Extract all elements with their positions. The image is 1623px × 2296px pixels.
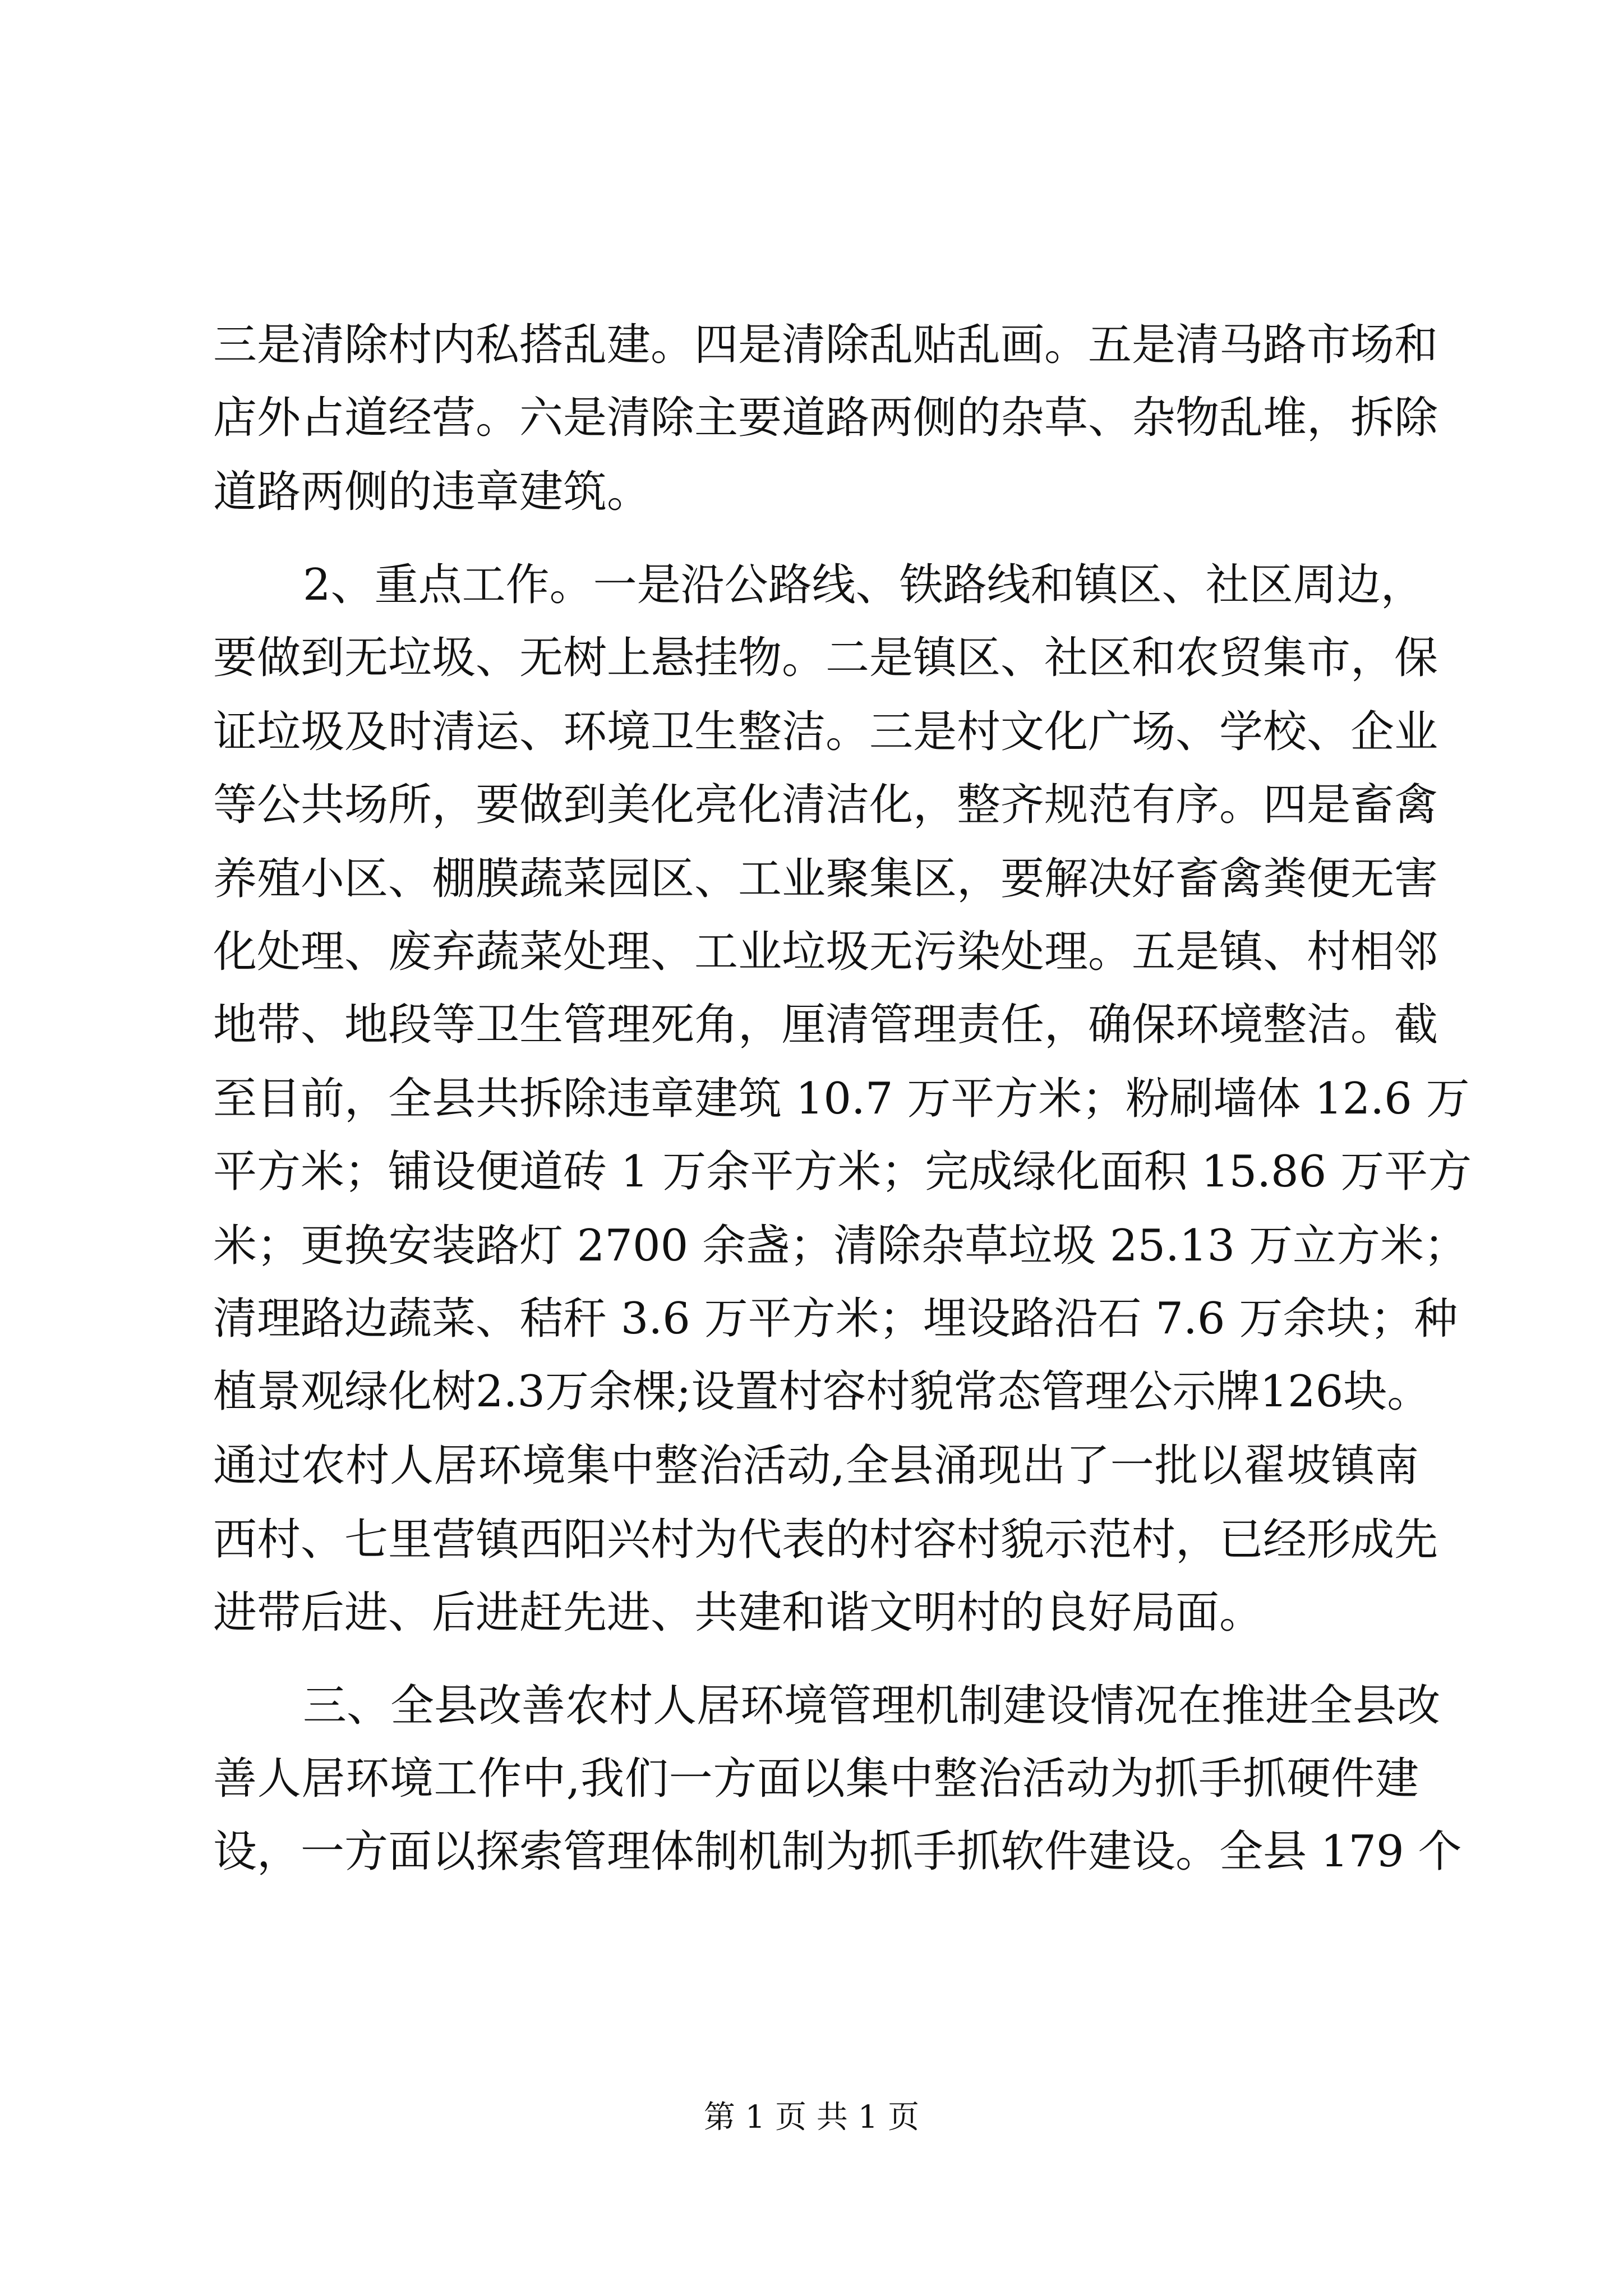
text-line-8: 养殖小区、棚膜蔬菜园区、工业聚集区，要解决好畜禽粪便无害 [213,854,1438,904]
text-line-1: 三是清除村内私搭乱建。四是清除乱贴乱画。五是清马路市场和 [213,320,1438,370]
text-line-3: 道路两侧的违章建筑。 [213,467,651,517]
text-line-21: 设，一方面以探索管理体制机制为抓手抓软件建设。全县 179 个 [213,1826,1462,1877]
text-line-13: 米；更换安装路灯 2700 余盏；清除杂草垃圾 25.13 万立方米； [213,1221,1468,1271]
text-line-5: 要做到无垃圾、无树上悬挂物。二是镇区、社区和农贸集市，保 [213,633,1438,683]
text-line-12: 平方米；铺设便道砖 1 万余平方米；完成绿化面积 15.86 万平方 [213,1147,1472,1197]
text-line-18: 进带后进、后进赶先进、共建和谐文明村的良好局面。 [213,1588,1264,1638]
page-number-footer: 第 1 页 共 1 页 [703,2099,920,2136]
text-line-2: 店外占道经营。六是清除主要道路两侧的杂草、杂物乱堆，拆除 [213,393,1438,443]
text-line-14: 清理路边蔬菜、秸秆 3.6 万平方米；埋设路沿石 7.6 万余块；种 [213,1294,1458,1344]
text-line-6: 证垃圾及时清运、环境卫生整洁。三是村文化广场、学校、企业 [213,707,1438,757]
text-line-16: 通过农村人居环境集中整治活动,全县涌现出了一批以翟坡镇南 [213,1441,1419,1491]
text-line-9: 化处理、废弃蔬菜处理、工业垃圾无污染处理。五是镇、村相邻 [213,927,1438,977]
text-line-4: 2、重点工作。一是沿公路线、铁路线和镇区、社区周边， [303,560,1424,610]
text-line-17: 西村、七里营镇西阳兴村为代表的村容村貌示范村，已经形成先 [213,1515,1438,1565]
text-line-10: 地带、地段等卫生管理死角，厘清管理责任，确保环境整洁。截 [213,1000,1438,1050]
text-line-20: 善人居环境工作中,我们一方面以集中整治活动为抓手抓硬件建 [213,1754,1419,1804]
text-line-19: 三、全县改善农村人居环境管理机制建设情况在推进全县改 [303,1681,1441,1731]
text-line-7: 等公共场所，要做到美化亮化清洁化，整齐规范有序。四是畜禽 [213,780,1438,830]
text-line-15: 植景观绿化树2.3万余棵;设置村容村貌常态管理公示牌126块。 [213,1366,1431,1417]
text-line-11: 至目前，全县共拆除违章建筑 10.7 万平方米；粉刷墙体 12.6 万 [213,1074,1470,1124]
